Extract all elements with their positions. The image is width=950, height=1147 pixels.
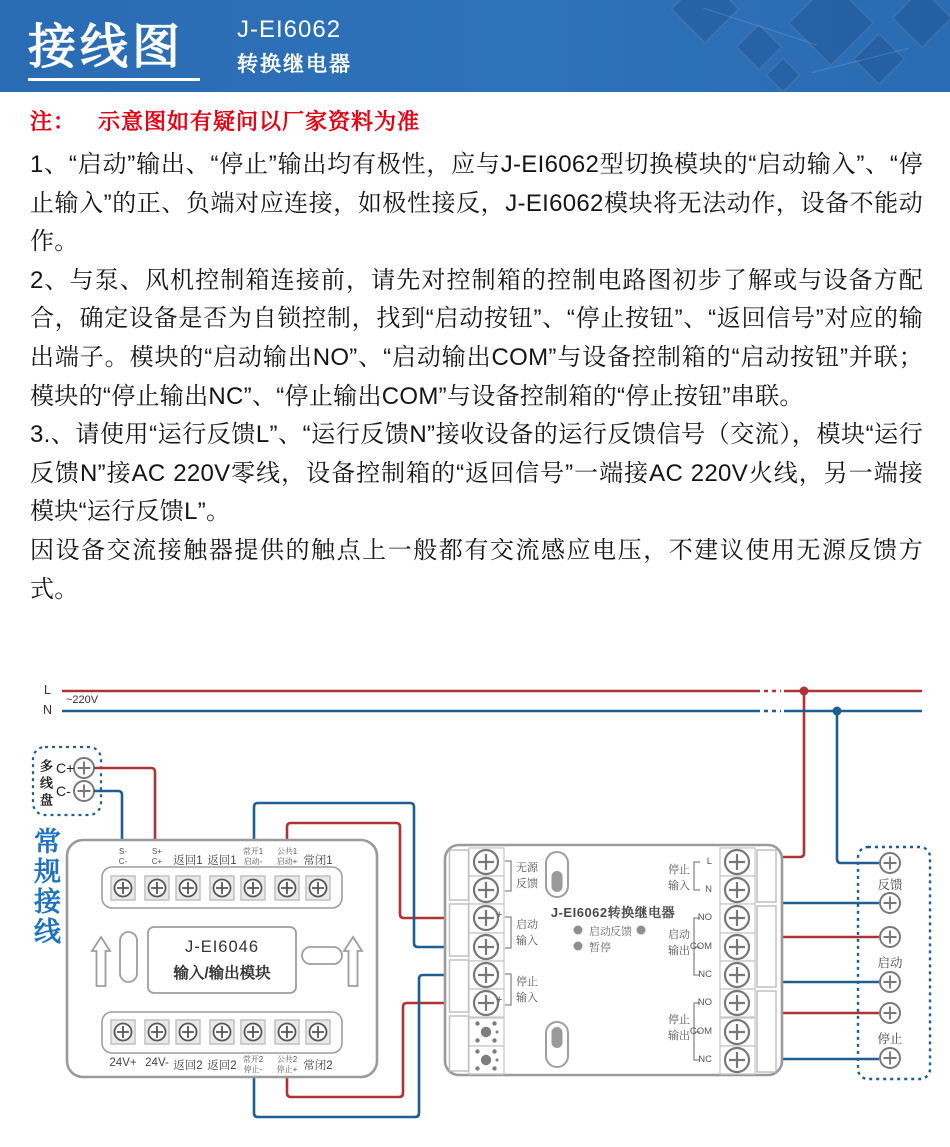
power-line-L [62,691,922,857]
group-stop-input: 停止 [516,976,538,988]
mount-slot-pin [552,1027,563,1048]
junction-dot-L [800,687,809,696]
terminal-label: 返回2 [173,1060,203,1072]
junction-dot-N [833,707,842,716]
group-stop-input-ln: 停止 [668,864,690,876]
led-start [574,926,583,935]
wire-c-minus [94,791,122,840]
led-pause [574,942,583,951]
instruction-3: 3.、请使用“运行反馈L”、“运行反馈N”接收设备的运行反馈信号（交流），模块“运行反馈N”接AC 220V零线，设备控制箱的“返回信号”一端接AC 220V火线，另一端接模块“运行反馈L”。 [30,421,923,526]
note-prefix: 注： [30,109,77,134]
pin-label: L [706,856,712,867]
control-feedback-label: 反馈 [877,878,903,892]
regular-wiring-label: 常规接线 [30,827,60,947]
page-header [0,0,950,92]
decor-cube [765,57,802,92]
polarity-sign: - [496,966,500,978]
terminal-label: 24V- [145,1057,169,1069]
pin-label: COM [689,941,712,952]
title-underline [28,78,200,81]
polarity-sign: - [496,938,500,950]
terminal-label: 返回2 [207,1060,237,1072]
instruction-2: 2、与泵、风机控制箱连接前，请先对控制箱的控制电路图初步了解或与设备方配合，确定设备是否为自锁控制，找到“启动按钮”、“停止按钮”、“返回信号”对应的输出端子。模块的“启动输出NO”、“启动输出COM”与设备控制箱的“启动按钮”并联；模块的“停止输出NC”、“停止输出COM”与设备控制箱的“停止按钮”串联。 [30,266,923,410]
led-pause-label: 暂停 [589,942,611,954]
caution-note [30,105,420,136]
group-stop-input: 输入 [516,992,538,1004]
note-text: 示意图如有疑问以厂家资料为准 [98,109,421,134]
power-label-l: L [44,683,51,697]
terminal-label: 返回1 [173,855,203,867]
group-start-input: 输入 [516,935,538,947]
pin-label: COM [689,1026,712,1037]
pin-label: N [705,884,712,895]
terminal-label: 常闭1 [303,855,333,867]
decor-cube [891,0,950,49]
instruction-4: 因设备交流接触器提供的触点上一般都有交流感应电压，不建议使用无源反馈方式。 [30,536,923,603]
terminal-label: 常闭2 [303,1060,333,1072]
instructions [30,146,923,609]
terminal-label: 公共1 启动+ [276,847,298,866]
pin-label: NO [697,912,712,923]
terminal-label: S+ C+ [151,847,163,866]
led-feedback [637,926,646,935]
power-label-n: N [43,703,53,717]
wire-c-plus [94,768,155,840]
led-start-label: 启动 [589,926,611,938]
terminal-screw-c-plus [74,758,94,778]
group-stop-output: 输出 [668,1030,690,1042]
instruction-1: 1、“启动”输出、“停止”输出均有极性，应与J-EI6062型切换模块的“启动输入”、“停止输入”的正、负端对应连接，如极性接反，J-EI6062模块将无法动作，设备不能动作。 [30,151,923,256]
page-title: 接线图 [28,21,185,74]
terminal-label: 常开1 启动- [242,847,264,866]
group-stop-input-ln: 输入 [668,880,690,892]
group-start-output: 启动 [668,929,690,941]
terminal-screw-c-minus [74,781,94,801]
pin-label: NC [698,1054,712,1065]
polarity-sign: + [496,909,503,921]
terminal-label: 24V+ [109,1057,137,1069]
device-name: 转换继电器 [237,53,352,76]
group-stop-output: 停止 [668,1014,690,1026]
led-feedback-label: 反馈 [610,926,632,938]
wiring-diagram [0,675,950,1147]
polarity-sign: + [496,994,503,1006]
left-module-name: J-EI6046 [184,938,260,956]
terminal-label: 常开2 停止- [242,1055,264,1074]
right-module-title: J-EI6062转换继电器 [550,905,676,920]
c-plus-label: C+ [56,760,75,776]
terminal-label: 公共2 停止+ [276,1055,298,1074]
model-number: J-EI6062 [237,16,342,43]
pin-label: NC [698,969,712,980]
group-passive-feedback: 无源 [516,862,538,874]
diagram-canvas [0,675,950,1147]
terminal-label: 返回1 [207,855,237,867]
group-start-input: 启动 [516,919,538,931]
c-minus-label: C- [56,783,71,799]
terminal-label: S- C- [118,847,128,866]
control-start-label: 启动 [877,956,903,970]
left-module-subtitle: 输入/输出模块 [173,965,271,982]
control-stop-label: 停止 [877,1032,903,1046]
voltage-label: ~220V [66,694,99,706]
decor-cube [670,0,741,44]
group-passive-feedback: 反馈 [516,878,538,890]
pin-label: NO [697,997,712,1008]
mount-slot-pin [552,871,563,892]
group-start-output: 输出 [668,945,690,957]
multiwire-panel-label: 多线盘 [38,759,53,810]
